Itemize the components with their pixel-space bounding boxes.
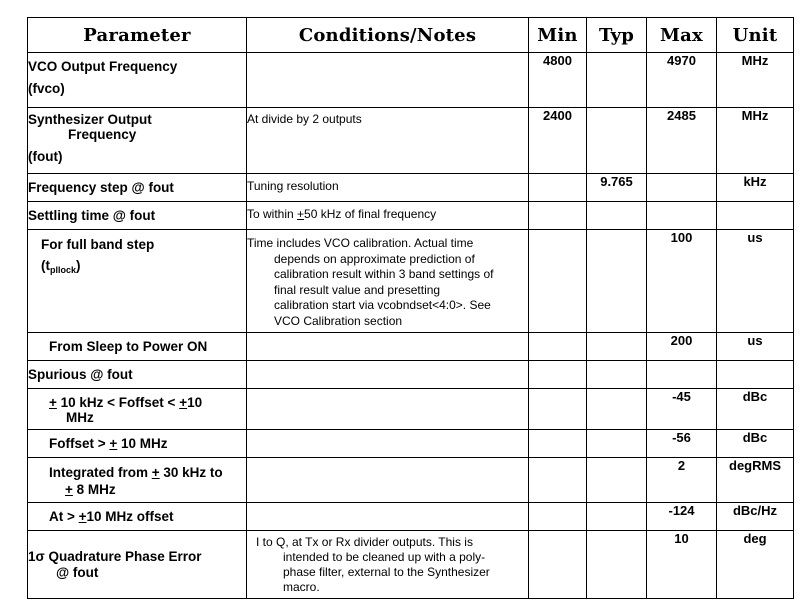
typ-cell [587, 503, 647, 531]
unit-cell [717, 202, 794, 230]
plus-minus-symbol: + [65, 482, 73, 497]
param-text: 10 MHz offset [86, 509, 174, 524]
unit-cell: dBc [717, 430, 794, 458]
condition-line: Time includes VCO calibration. Actual time [247, 236, 474, 250]
table-row [28, 202, 794, 230]
max-cell: 200 [647, 333, 717, 361]
condition-line: macro. [283, 580, 320, 594]
typ-cell [587, 430, 647, 458]
param-line [49, 482, 116, 497]
header-parameter: Parameter [28, 18, 247, 53]
condition-line: depends on approximate prediction of [274, 251, 475, 266]
parameter-cell: From Sleep to Power ON [28, 333, 247, 361]
table-row [28, 531, 794, 599]
table-row [28, 458, 794, 503]
typ-cell [587, 361, 647, 389]
param-line: MHz [66, 410, 94, 425]
condition-line: calibration result within 3 band settings of [274, 267, 494, 281]
param-line: (fvco) [28, 81, 65, 96]
table-row [28, 503, 794, 531]
param-text: Integrated from [49, 465, 152, 480]
param-line: 1σ Quadrature Phase Error [28, 549, 202, 564]
condition-cell: At divide by 2 outputs [247, 108, 529, 174]
typ-cell [587, 202, 647, 230]
header-unit: Unit [717, 18, 794, 53]
param-symbol-close: ) [76, 258, 81, 273]
max-cell [647, 174, 717, 202]
unit-cell: kHz [717, 174, 794, 202]
condition-cell [247, 230, 529, 333]
parameter-cell [28, 389, 247, 430]
condition-cell [247, 458, 529, 503]
unit-cell: deg [717, 531, 794, 599]
unit-cell: MHz [717, 108, 794, 174]
header-min: Min [529, 18, 587, 53]
plus-minus-symbol: + [179, 395, 188, 410]
condition-cell [247, 430, 529, 458]
condition-text: To within [247, 207, 298, 221]
min-cell: 4800 [529, 53, 587, 108]
condition-cell [247, 503, 529, 531]
max-cell: -124 [647, 503, 717, 531]
parameter-cell [28, 230, 247, 333]
condition-cell [247, 202, 529, 230]
header-max: Max [647, 18, 717, 53]
max-cell: 10 [647, 531, 717, 599]
min-cell [529, 333, 587, 361]
condition-text: 50 kHz of final frequency [304, 207, 437, 221]
unit-cell [717, 361, 794, 389]
min-cell [529, 361, 587, 389]
min-cell [529, 230, 587, 333]
header-conditions: Conditions/Notes [247, 18, 529, 53]
unit-cell: dBc/Hz [717, 503, 794, 531]
min-cell [529, 531, 587, 599]
typ-cell [587, 53, 647, 108]
max-cell [647, 361, 717, 389]
plus-minus-symbol: + [109, 436, 118, 451]
param-line: @ fout [56, 565, 99, 580]
plus-minus-symbol: + [297, 207, 305, 221]
condition-cell [247, 389, 529, 430]
unit-cell: us [717, 333, 794, 361]
typ-cell [587, 230, 647, 333]
typ-cell [587, 531, 647, 599]
table-row [28, 430, 794, 458]
min-cell [529, 458, 587, 503]
parameter-cell [28, 53, 247, 108]
min-cell [529, 174, 587, 202]
plus-minus-symbol: + [78, 509, 87, 524]
param-line: Synthesizer Output [28, 112, 152, 127]
table-row [28, 333, 794, 361]
parameter-cell: Settling time @ fout [28, 202, 247, 230]
max-cell [647, 202, 717, 230]
max-cell: 2485 [647, 108, 717, 174]
parameter-cell [28, 430, 247, 458]
min-cell [529, 202, 587, 230]
parameter-cell [28, 108, 247, 174]
param-line: Frequency [68, 127, 137, 142]
max-cell: 4970 [647, 53, 717, 108]
header-row [28, 18, 794, 53]
parameter-cell [28, 458, 247, 503]
condition-cell [247, 531, 529, 599]
param-text: 10 MHz [117, 436, 168, 451]
param-symbol-text: (t [41, 258, 50, 273]
condition-line: phase filter, external to the Synthesizer [283, 565, 490, 579]
condition-cell: Tuning resolution [247, 174, 529, 202]
max-cell: 100 [647, 230, 717, 333]
table-row [28, 53, 794, 108]
param-text: 30 kHz to [159, 465, 223, 480]
param-text: 10 [187, 395, 203, 410]
min-cell [529, 503, 587, 531]
condition-line: VCO Calibration section [274, 313, 403, 328]
unit-cell: degRMS [717, 458, 794, 503]
table-row [28, 389, 794, 430]
table-row [28, 361, 794, 389]
min-cell [529, 389, 587, 430]
plus-minus-symbol: + [151, 465, 160, 480]
condition-cell [247, 53, 529, 108]
min-cell [529, 430, 587, 458]
param-text: 8 MHz [72, 482, 116, 497]
max-cell: -56 [647, 430, 717, 458]
condition-cell [247, 333, 529, 361]
parameter-cell [28, 531, 247, 599]
condition-cell [247, 361, 529, 389]
table-row [28, 108, 794, 174]
parameter-cell [28, 503, 247, 531]
param-line: (fout) [28, 149, 63, 164]
table-row [28, 230, 794, 333]
condition-line: calibration start via vcobndset<4:0>. See [274, 298, 491, 312]
unit-cell: dBc [717, 389, 794, 430]
param-line: For full band step [41, 237, 155, 252]
param-text: Foffset > [49, 436, 110, 451]
param-text: At > [49, 509, 79, 524]
param-symbol-sub: pllock [50, 265, 77, 275]
parameter-cell: Frequency step @ fout [28, 174, 247, 202]
parameter-cell: Spurious @ fout [28, 361, 247, 389]
max-cell: 2 [647, 458, 717, 503]
typ-cell: 9.765 [587, 174, 647, 202]
param-line: VCO Output Frequency [28, 59, 178, 74]
table-row [28, 174, 794, 202]
unit-cell: MHz [717, 53, 794, 108]
condition-line: final result value and presetting [274, 282, 441, 297]
plus-minus-symbol: + [49, 395, 57, 410]
spec-table [27, 17, 794, 599]
typ-cell [587, 389, 647, 430]
header-typ: Typ [587, 18, 647, 53]
min-cell: 2400 [529, 108, 587, 174]
param-symbol [41, 258, 81, 278]
typ-cell [587, 108, 647, 174]
unit-cell: us [717, 230, 794, 333]
condition-line: intended to be cleaned up with a poly- [283, 550, 486, 564]
param-text: 10 kHz < Foffset < [56, 395, 180, 410]
max-cell: -45 [647, 389, 717, 430]
condition-line: I to Q, at Tx or Rx divider outputs. This is [256, 535, 473, 549]
typ-cell [587, 333, 647, 361]
typ-cell [587, 458, 647, 503]
